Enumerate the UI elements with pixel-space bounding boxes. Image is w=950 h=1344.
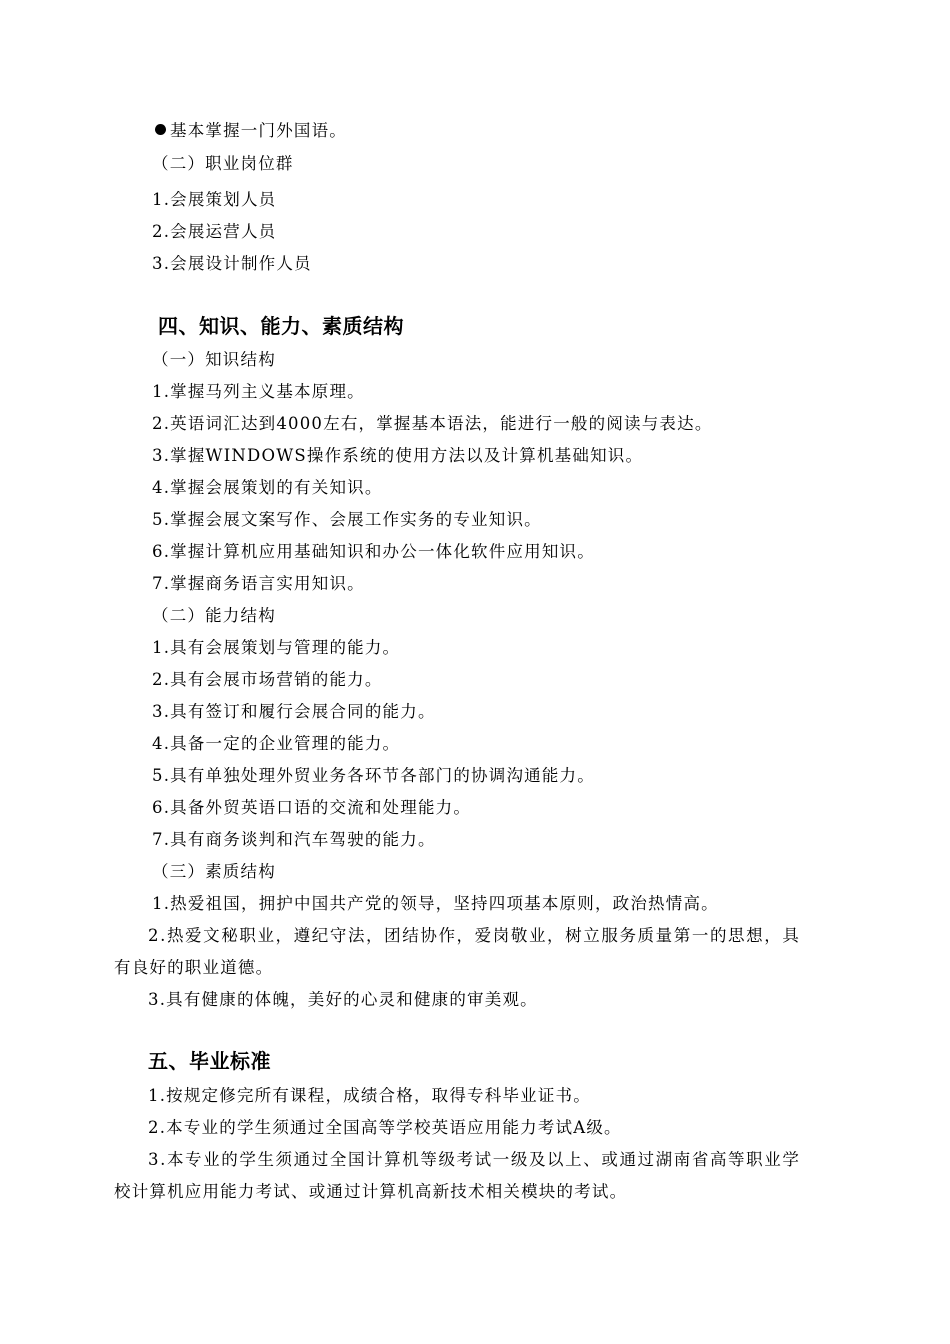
subsection-title-knowledge: （一）知识结构 [152,350,276,369]
job-item: 2.会展运营人员 [152,222,277,241]
bullet-icon [155,124,166,135]
quality-item: 3.具有健康的体魄，美好的心灵和健康的审美观。 [148,990,538,1009]
ability-item: 1.具有会展策划与管理的能力。 [152,638,401,657]
subsection-title-quality: （三）素质结构 [152,862,276,881]
knowledge-item: 6.掌握计算机应用基础知识和办公一体化软件应用知识。 [152,542,595,561]
graduation-item: 3.本专业的学生须通过全国计算机等级考试一级及以上、或通过湖南省高等职业学 [148,1150,801,1169]
job-item: 1.会展策划人员 [152,190,277,209]
subsection-title-job-groups: （二）职业岗位群 [152,154,294,173]
knowledge-item: 5.掌握会展文案写作、会展工作实务的专业知识。 [152,510,542,529]
graduation-item-continued: 校计算机应用能力考试、或通过计算机高新技术相关模块的考试。 [114,1182,628,1201]
ability-item: 5.具有单独处理外贸业务各环节各部门的协调沟通能力。 [152,766,595,785]
graduation-item: 2.本专业的学生须通过全国高等学校英语应用能力考试A级。 [148,1118,622,1137]
job-item: 3.会展设计制作人员 [152,254,312,273]
ability-item: 2.具有会展市场营销的能力。 [152,670,383,689]
graduation-item: 1.按规定修完所有课程，成绩合格，取得专科毕业证书。 [148,1086,591,1105]
subsection-title-ability: （二）能力结构 [152,606,276,625]
quality-item: 1.热爱祖国，拥护中国共产党的领导，坚持四项基本原则，政治热情高。 [152,894,719,913]
knowledge-item: 7.掌握商务语言实用知识。 [152,574,365,593]
knowledge-item: 2.英语词汇达到4000左右，掌握基本语法，能进行一般的阅读与表达。 [152,414,713,433]
knowledge-item: 4.掌握会展策划的有关知识。 [152,478,383,497]
ability-item: 4.具备一定的企业管理的能力。 [152,734,401,753]
ability-item: 6.具备外贸英语口语的交流和处理能力。 [152,798,472,817]
ability-item: 3.具有签订和履行会展合同的能力。 [152,702,436,721]
quality-item-continued: 有良好的职业道德。 [114,958,274,977]
ability-item: 7.具有商务谈判和汽车驾驶的能力。 [152,830,436,849]
section-heading-5: 五、毕业标准 [148,1049,271,1073]
knowledge-item: 3.掌握WINDOWS操作系统的使用方法以及计算机基础知识。 [152,446,644,465]
quality-item: 2.热爱文秘职业，遵纪守法，团结协作，爱岗敬业，树立服务质量第一的思想，具 [148,926,801,945]
knowledge-item: 1.掌握马列主义基本原理。 [152,382,365,401]
section-heading-4: 四、知识、能力、素质结构 [158,314,404,338]
bullet-item: 基本掌握一门外国语。 [155,121,347,141]
